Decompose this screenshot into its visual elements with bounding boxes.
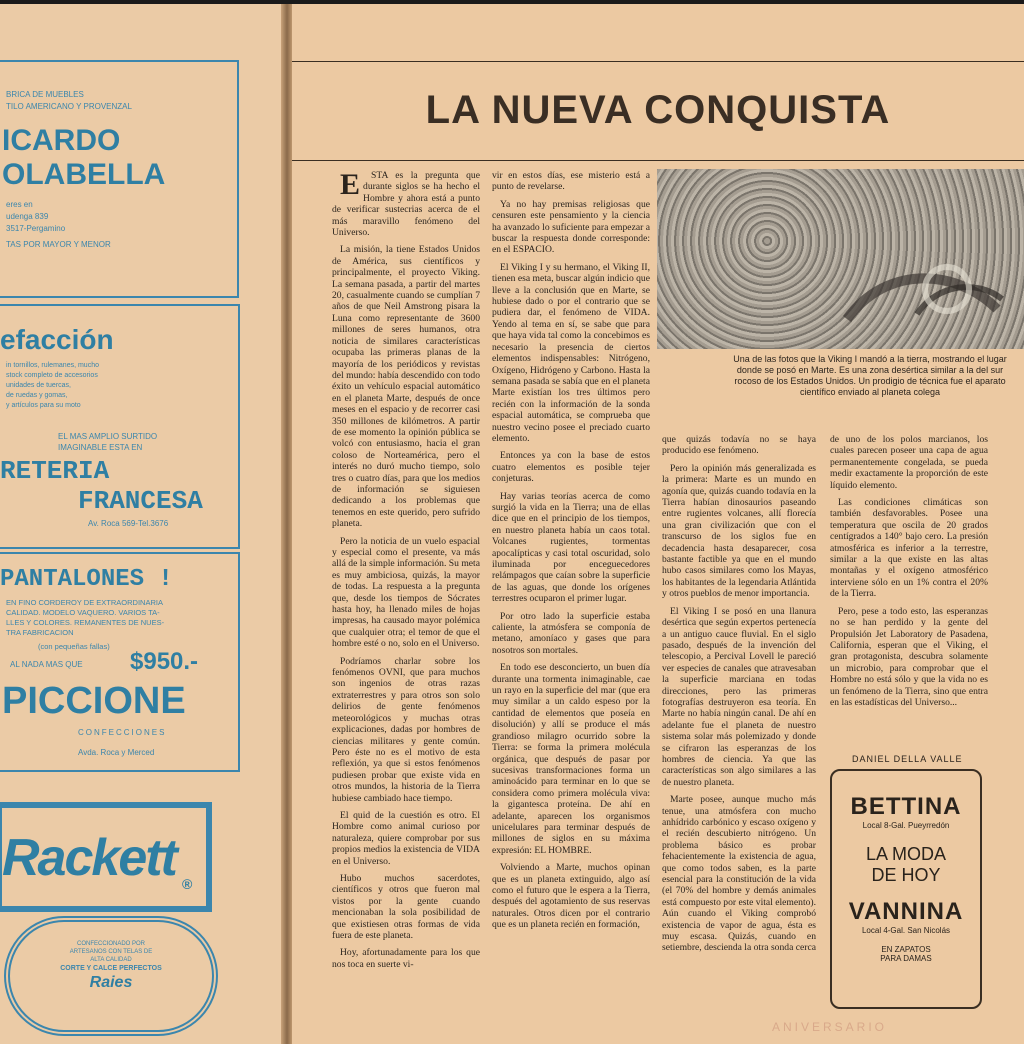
pants-ad: [0, 552, 240, 772]
ad-name: RETERIA: [0, 456, 110, 486]
photo-texture: [657, 169, 1024, 349]
anniversary-watermark: ANIVERSARIO: [772, 1020, 888, 1034]
ad-desc: y artículos para su moto: [6, 402, 81, 409]
ad-desc: unidades de tuercas,: [6, 382, 71, 389]
ad-line: TILO AMERICANO Y PROVENZAL: [6, 102, 132, 111]
ad-brand: PICCIONE: [2, 680, 186, 722]
paragraph: Por otro lado la superficie estaba caliente, la atmósfera se componía de metano, amoníaco y gases que para nosotros son mortales.: [492, 610, 650, 656]
shoe-store-ad: [830, 769, 982, 1009]
store-address: Local 8-Gal. Pueyrredón: [862, 821, 950, 830]
title-rule: [292, 160, 1024, 161]
badge-line: ARTESANOS CON TELAS DE: [69, 949, 153, 955]
store-slogan: LA MODA: [865, 844, 947, 864]
rackett-ad: [0, 802, 212, 912]
furniture-ad: [0, 60, 239, 298]
top-rule: [292, 61, 1024, 62]
ad-desc: (con pequeñas fallas): [38, 642, 110, 651]
paragraph: de uno de los polos marcianos, los cuales parecen poseer una capa de agua permanentemente congelada, se pueda medir exactamente la proporción de este líquido elemento.: [830, 434, 988, 491]
article-title: LA NUEVA CONQUISTA: [425, 88, 891, 132]
store-note: PARA DAMAS: [880, 954, 932, 963]
paragraph: Podríamos charlar sobre los fenómenos OVNI, que para muchos son ingenios de otras razas extraterrestres y para otros son solo delirios de gente fenómenos meteorológicos y muchas otras explicaciones, dadas por hombres de ciencias militares y gente común. Pero éste no es el motivo de esta reflexión, ya que si estos fenómenos pudiesen probar que existe vida en otros mundos, la historia de la Tierra hubiese cambiado hace tiempo.: [332, 655, 480, 804]
ad-address: 3517-Pergamino: [6, 224, 66, 233]
ad-slogan: IMAGINABLE ESTA EN: [58, 443, 143, 452]
ad-brand: Rackett: [2, 829, 176, 887]
ad-desc: CALIDAD. MODELO VAQUERO. VARIOS TA-: [6, 608, 160, 617]
store-address: Local 4-Gal. San Nicolás: [861, 926, 951, 935]
paragraph: El Viking I se posó en una llanura desértica que según expertos pertenecía a un antiguo cauce fluvial. En el siglo pasado, después de la invención del telescopio, a Percival Lovell le pareció ver especies de canales que atravesaban la superficie marciana en todas direcciones, pero las primeras fotografías destruyeron esa teoría. En Marte no había ningún canal. De ahí en adelante fue el planeta de nuestro sistema solar más polemizado y donde se cifraron las esperanzas de los hombres de ciencia. Ya que las características son algo similares a las de nuestro planeta.: [662, 605, 816, 788]
drop-cap: E: [340, 168, 361, 201]
paragraph: que quizás todavía no se haya producido ese fenómeno.: [662, 434, 816, 457]
ad-desc: stock completo de accesorios: [6, 372, 98, 379]
badge-line: CORTE Y CALCE PERFECTOS: [60, 965, 162, 972]
paragraph: Marte posee, aunque mucho más tenue, una atmósfera con mucho anhídrido carbónico y escaso oxígeno y el recién descubierto nitrógeno. Un problema básico es probar fehacientemente la existencia de agua, que como todos saben, es la parte esencial para la constitución de la vida (el 70% del hombre y demás animales está compuesto por este vital elemento). Aún cuando el Viking comprobó existencia de vapor de agua, ésta es muy escasa. Quizás, cuando en setiembre, descienda la otra sonda cerca: [662, 794, 816, 954]
ad-desc: TRA FABRICACION: [6, 628, 74, 637]
ad-headline: PANTALONES !: [0, 566, 173, 593]
store-name: BETTINA: [850, 793, 962, 820]
ad-tagline: TAS POR MAYOR Y MENOR: [6, 240, 111, 249]
ad-name: ICARDO: [2, 124, 121, 157]
paragraph: El quid de la cuestión es otro. El Hombre como animal curioso por naturaleza, quiere comprobar por sus propios medios la existencia de VIDA en el Universo.: [332, 809, 480, 867]
store-slogan: DE HOY: [871, 865, 941, 885]
registered-mark: ®: [182, 876, 193, 892]
article-column-4: [830, 434, 988, 714]
photo-caption: Una de las fotos que la Viking I mandó a la tierra, mostrando el lugar donde se posó en Marte. Es una zona desértica similar a la del sur rocoso de los Estados Unidos. Un prodigio de técnica fue el aparato científico enviado al planeta colega: [733, 354, 1007, 397]
ad-desc: in tornillos, rulemanes, mucho: [6, 362, 99, 369]
mars-surface-photo: [657, 169, 1024, 349]
badge-brand: Raies: [89, 974, 133, 991]
paragraph: [332, 170, 480, 238]
paragraph: La misión, la tiene Estados Unidos de América, sus científicos y principalmente, el proyecto Viking. La semana pasada, a partir del martes 20, casualmente cuando se cumplían 7 años de que Neil Amstrong pisara la Luna como representante de 3600 millones de seres humanos, otra noticia de similares características ocupaba las primeras planas de la mayoría de los periódicos y revistas del mundo: había descendido con todo éxito un vehículo espacial automático en el planeta Marte, después de once meses en el espacio y de recorrer casi 350 millones de kilómetros. A partir de ese momento la opinión pública se volcó con entusiasmo, hacia el gran coloso de Norteamérica, pero el interés no duró mucho tiempo, solo tres o cuatro días, para que los medios de información se siguiesen dedicando a los problemas que tenemos en este querido, pero sufrido planeta.: [332, 244, 480, 530]
paragraph: Entonces ya con la base de estos cuatro elementos es posible tejer conjeturas.: [492, 450, 650, 485]
paragraph: Hubo muchos sacerdotes, científicos y otros que fueron mal vistos por la gente cuando mencionaban la sola posibilidad de que existiesen otras formas de vida fuera de este planeta.: [332, 872, 480, 941]
ad-word: efacción: [0, 324, 114, 355]
ad-slogan: EL MAS AMPLIO SURTIDO: [58, 432, 158, 441]
right-page: [292, 4, 1024, 1044]
article-column-3: [662, 434, 816, 960]
paragraph: En todo ese desconcierto, un buen día durante una tormenta inimaginable, cae un rayo en la superficie del mar (que era muy similar a un caldo espeso por la cantidad de elementos que poseía en disolución) y allí se produce el más grandioso milagro ocurrido sobre la Tierra: se forma la primera molécula orgánica, que después de pasar por sucesivas transformaciones forma un aminoácido para terminar en lo que se considera como primera molécula viva: la gigantesca proteína. De ahí en adelante, aparecen los organismos unicelulares para terminar después de millones de siglos en su máxima expresión: EL HOMBRE.: [492, 662, 650, 856]
ad-sub: CONFECCIONES: [78, 728, 167, 737]
ad-address: eres en: [6, 200, 33, 209]
article-column-2: [492, 170, 650, 937]
rackett-badge: [4, 916, 218, 1036]
ad-desc: LLES Y COLORES. REMANENTES DE NUES-: [6, 618, 165, 627]
ad-address: udenga 839: [6, 212, 49, 221]
paragraph: Ya no hay premisas religiosas que censuren este pensamiento y la ciencia ha avanzado lo suficiente para empezar a buscar la respuesta donde corresponde: en el ESPACIO.: [492, 198, 650, 256]
badge-line: CONFECCIONADO POR: [76, 941, 145, 947]
spare-parts-ad: [0, 304, 240, 549]
badge-line: ALTA CALIDAD: [90, 957, 132, 963]
ad-address: Avda. Roca y Merced: [78, 748, 155, 757]
ad-desc: AL NADA MAS QUE: [10, 660, 83, 669]
store-note: EN ZAPATOS: [881, 945, 931, 954]
byline: DANIEL DELLA VALLE: [852, 754, 963, 764]
paragraph: Pero la noticia de un vuelo espacial y especial como el presente, va más allá de la simple información. Su meta es muy ambiciosa, quizás, la mayor de todas. La respuesta a la pregunta que, desde los tiempos de Sócrates hasta hoy, ha llenado miles de hojas impresas, ha causado mayor polémica que cualquier otra; el temor de que el hombre esté o no, solo en el Universo.: [332, 535, 480, 650]
paragraph-text: STA es la pregunta que durante siglos se ha hecho el Hombre y ahora está a punto de verificar sustecrias acerca de el más maravillo fenómeno del Universo.: [332, 170, 480, 239]
paragraph: Pero, pese a todo esto, las esperanzas no se han perdido y la gente del Propulsión Jet Laboratory de Pasadena, California, esperan que el Viking, el gran protagonista, descubra solamente un microbio, para comprobar que el Hombre no está sólo y que la vida no es un fenómeno de la Tierra, sino que entra en las estadísticas del Universo...: [830, 605, 988, 708]
ad-name: OLABELLA: [2, 158, 166, 191]
paragraph: Volviendo a Marte, muchos opinan que es un planeta extinguido, algo así como el futuro que le espera a la Tierra, después del agotamiento de sus reservas naturales. Otros dicen por el contrario que es un planeta recién en formación,: [492, 862, 650, 931]
paragraph: vir en estos días, ese misterio está a punto de revelarse.: [492, 170, 650, 193]
magazine-spread: [0, 4, 1024, 1044]
ad-price: $950.-: [130, 648, 199, 675]
paragraph: Pero la opinión más generalizada es la primera: Marte es un mundo en agonía que, quizás cuando todavía en la Tierra habían dinosaurios paseando entre rugientes volcanes, allí florecía una gran civilización que con el transcurso de los siglos fue en decadencia hasta desaparecer, cosa bastante factible ya que en el mundo hubo casos similares como los Mayas, los habitantes de la legendaria Atlántida y otros pueblos de menor importancia.: [662, 462, 816, 600]
ad-address: Av. Roca 569-Tel.3676: [88, 519, 169, 528]
left-page: [0, 4, 283, 1044]
store-name: VANNINA: [848, 898, 964, 925]
paragraph: Las condiciones climáticas son también desfavorables. Posee una temperatura que oscila de 20 grados centígrados a 140° bajo cero. La presión atmosférica es inferior a la terrestre, similar a la que existe en las altas montañas y el oxígeno atmosférico interviene sólo en un 1% contra el 20% de la Tierra.: [830, 497, 988, 600]
paragraph: Hay varias teorías acerca de como surgió la vida en la Tierra; una de ellas dice que en el principio de los tiempos, en nuestro planeta había un caos total. Volcanes rugientes, tormentas apocalípticas y casi total oscuridad, solo iluminada por enceguecedores relámpagos que caían sobre la superficie de las aguas, que donde los orígenes terrestres ocuparon el primer lugar.: [492, 490, 650, 605]
ad-name: FRANCESA: [78, 486, 203, 516]
article-column-1: [332, 170, 480, 976]
paragraph: El Viking I y su hermano, el Viking II, tienen esa meta, buscar algún indicio que lleve a la conclusión que en Marte, se hubiese dado o por el contrario que se pudiera dar, el fenómeno de VIDA. Yendo al tema en sí, se sabe que para que haya vida tal como la concebimos es necesario la presencia de ciertos elementos indispensables: Nitrógeno, Oxígeno, Hidrógeno y Carbono. Hasta la semana pasada se sabía que en el planeta Marte existían los tres últimos pero recién con la información de la sonda espacial automática, se comprueba que nuestro vecino posee el preciado cuarto elemento.: [492, 261, 650, 444]
ad-desc: de ruedas y gomas,: [6, 392, 68, 399]
ad-line: BRICA DE MUEBLES: [6, 90, 84, 99]
ad-desc: EN FINO CORDEROY DE EXTRAORDINARIA: [6, 598, 163, 607]
paragraph: Hoy, afortunadamente para los que nos toca en suerte vi-: [332, 947, 480, 970]
